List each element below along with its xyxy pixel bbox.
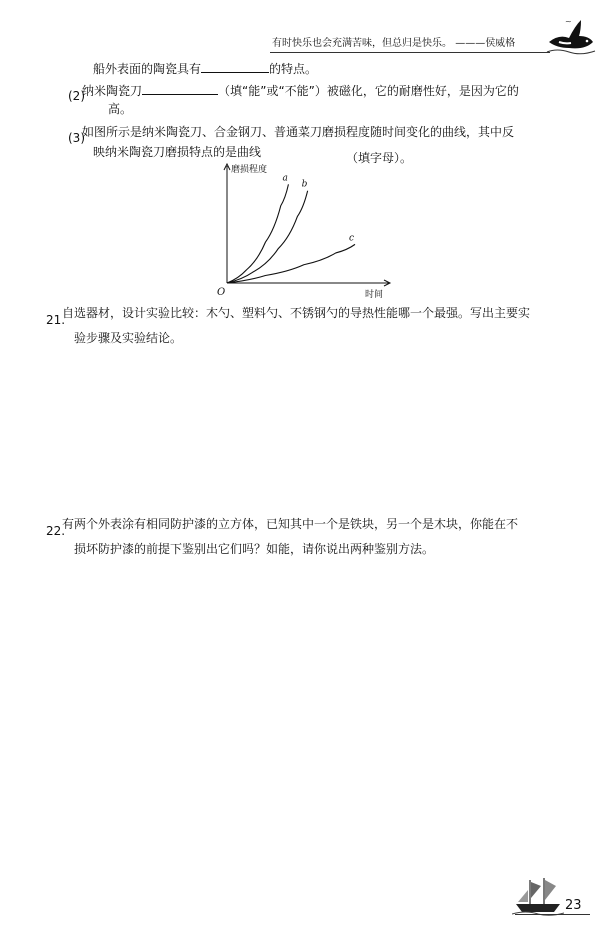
- item3-line2-suffix: （填字母）。: [346, 151, 413, 165]
- header-quote: [272, 36, 515, 52]
- wear-chart-svg: [212, 160, 392, 305]
- item2-prefix: 纳米陶瓷刀: [82, 84, 143, 98]
- curve-label-a: a: [282, 173, 288, 184]
- q22-answer-area[interactable]: [60, 565, 530, 865]
- item1-line: [93, 60, 317, 77]
- q21-answer-area[interactable]: [60, 352, 530, 502]
- item1-suffix: 的特点。: [269, 62, 318, 76]
- y-axis-label: 磨损程度: [231, 165, 268, 175]
- quote-dash: ———: [455, 38, 486, 49]
- item2-number: (2): [68, 89, 85, 103]
- quote-author: 侯威格: [485, 38, 516, 49]
- item3-line1: 如图所示是纳米陶瓷刀、合金钢刀、普通菜刀磨损程度随时间变化的曲线，其中反: [82, 125, 515, 139]
- q22-line1: 有两个外表涂有相同防护漆的立方体，已知其中一个是铁块，另一个是木块，你能在不: [62, 517, 519, 531]
- q22-line2: 损坏防护漆的前提下鉴别出它们吗？如能，请你说出两种鉴别方法。: [74, 542, 435, 556]
- answer-blank[interactable]: [142, 82, 218, 95]
- curve-a: [227, 184, 288, 283]
- curve-b: [227, 191, 308, 283]
- curve-c: [227, 244, 355, 283]
- q21-line2: 验步骤及实验结论。: [74, 331, 183, 345]
- x-axis-label: 时间: [365, 290, 384, 300]
- wear-chart: [212, 160, 392, 305]
- q21-line1: 自选器材，设计实验比较：木勺、塑料勺、不锈钢勺的导热性能哪一个最强。写出主要实: [62, 306, 531, 320]
- item1-prefix: 船外表面的陶瓷具有: [93, 62, 202, 76]
- ship-icon: [512, 876, 564, 916]
- curve-label-c: c: [349, 233, 355, 244]
- page-number: 23: [565, 898, 582, 913]
- item3-line2-prefix: 映纳米陶瓷刀磨损特点的是曲线: [93, 145, 262, 159]
- svg-text:~: ~: [565, 17, 572, 26]
- quote-text: 有时快乐也会充满苦味，但总归是快乐。: [272, 38, 452, 49]
- origin-label: O: [217, 287, 226, 298]
- orca-logo-icon: [545, 12, 597, 56]
- answer-blank[interactable]: [201, 60, 269, 73]
- item2-middle: （填“能”或“不能”）被磁化，它的耐磨性好，是因为它的: [218, 84, 519, 98]
- q21-number: 21.: [46, 313, 66, 327]
- item2-line2: 高。: [108, 102, 133, 116]
- footer-rule: [515, 914, 590, 915]
- header-rule: [270, 52, 550, 53]
- item3-number: (3): [68, 131, 85, 145]
- item3-line2: [93, 144, 261, 160]
- item2-line1: [82, 82, 519, 99]
- curve-label-b: b: [301, 179, 308, 190]
- q22-number: 22.: [46, 524, 66, 538]
